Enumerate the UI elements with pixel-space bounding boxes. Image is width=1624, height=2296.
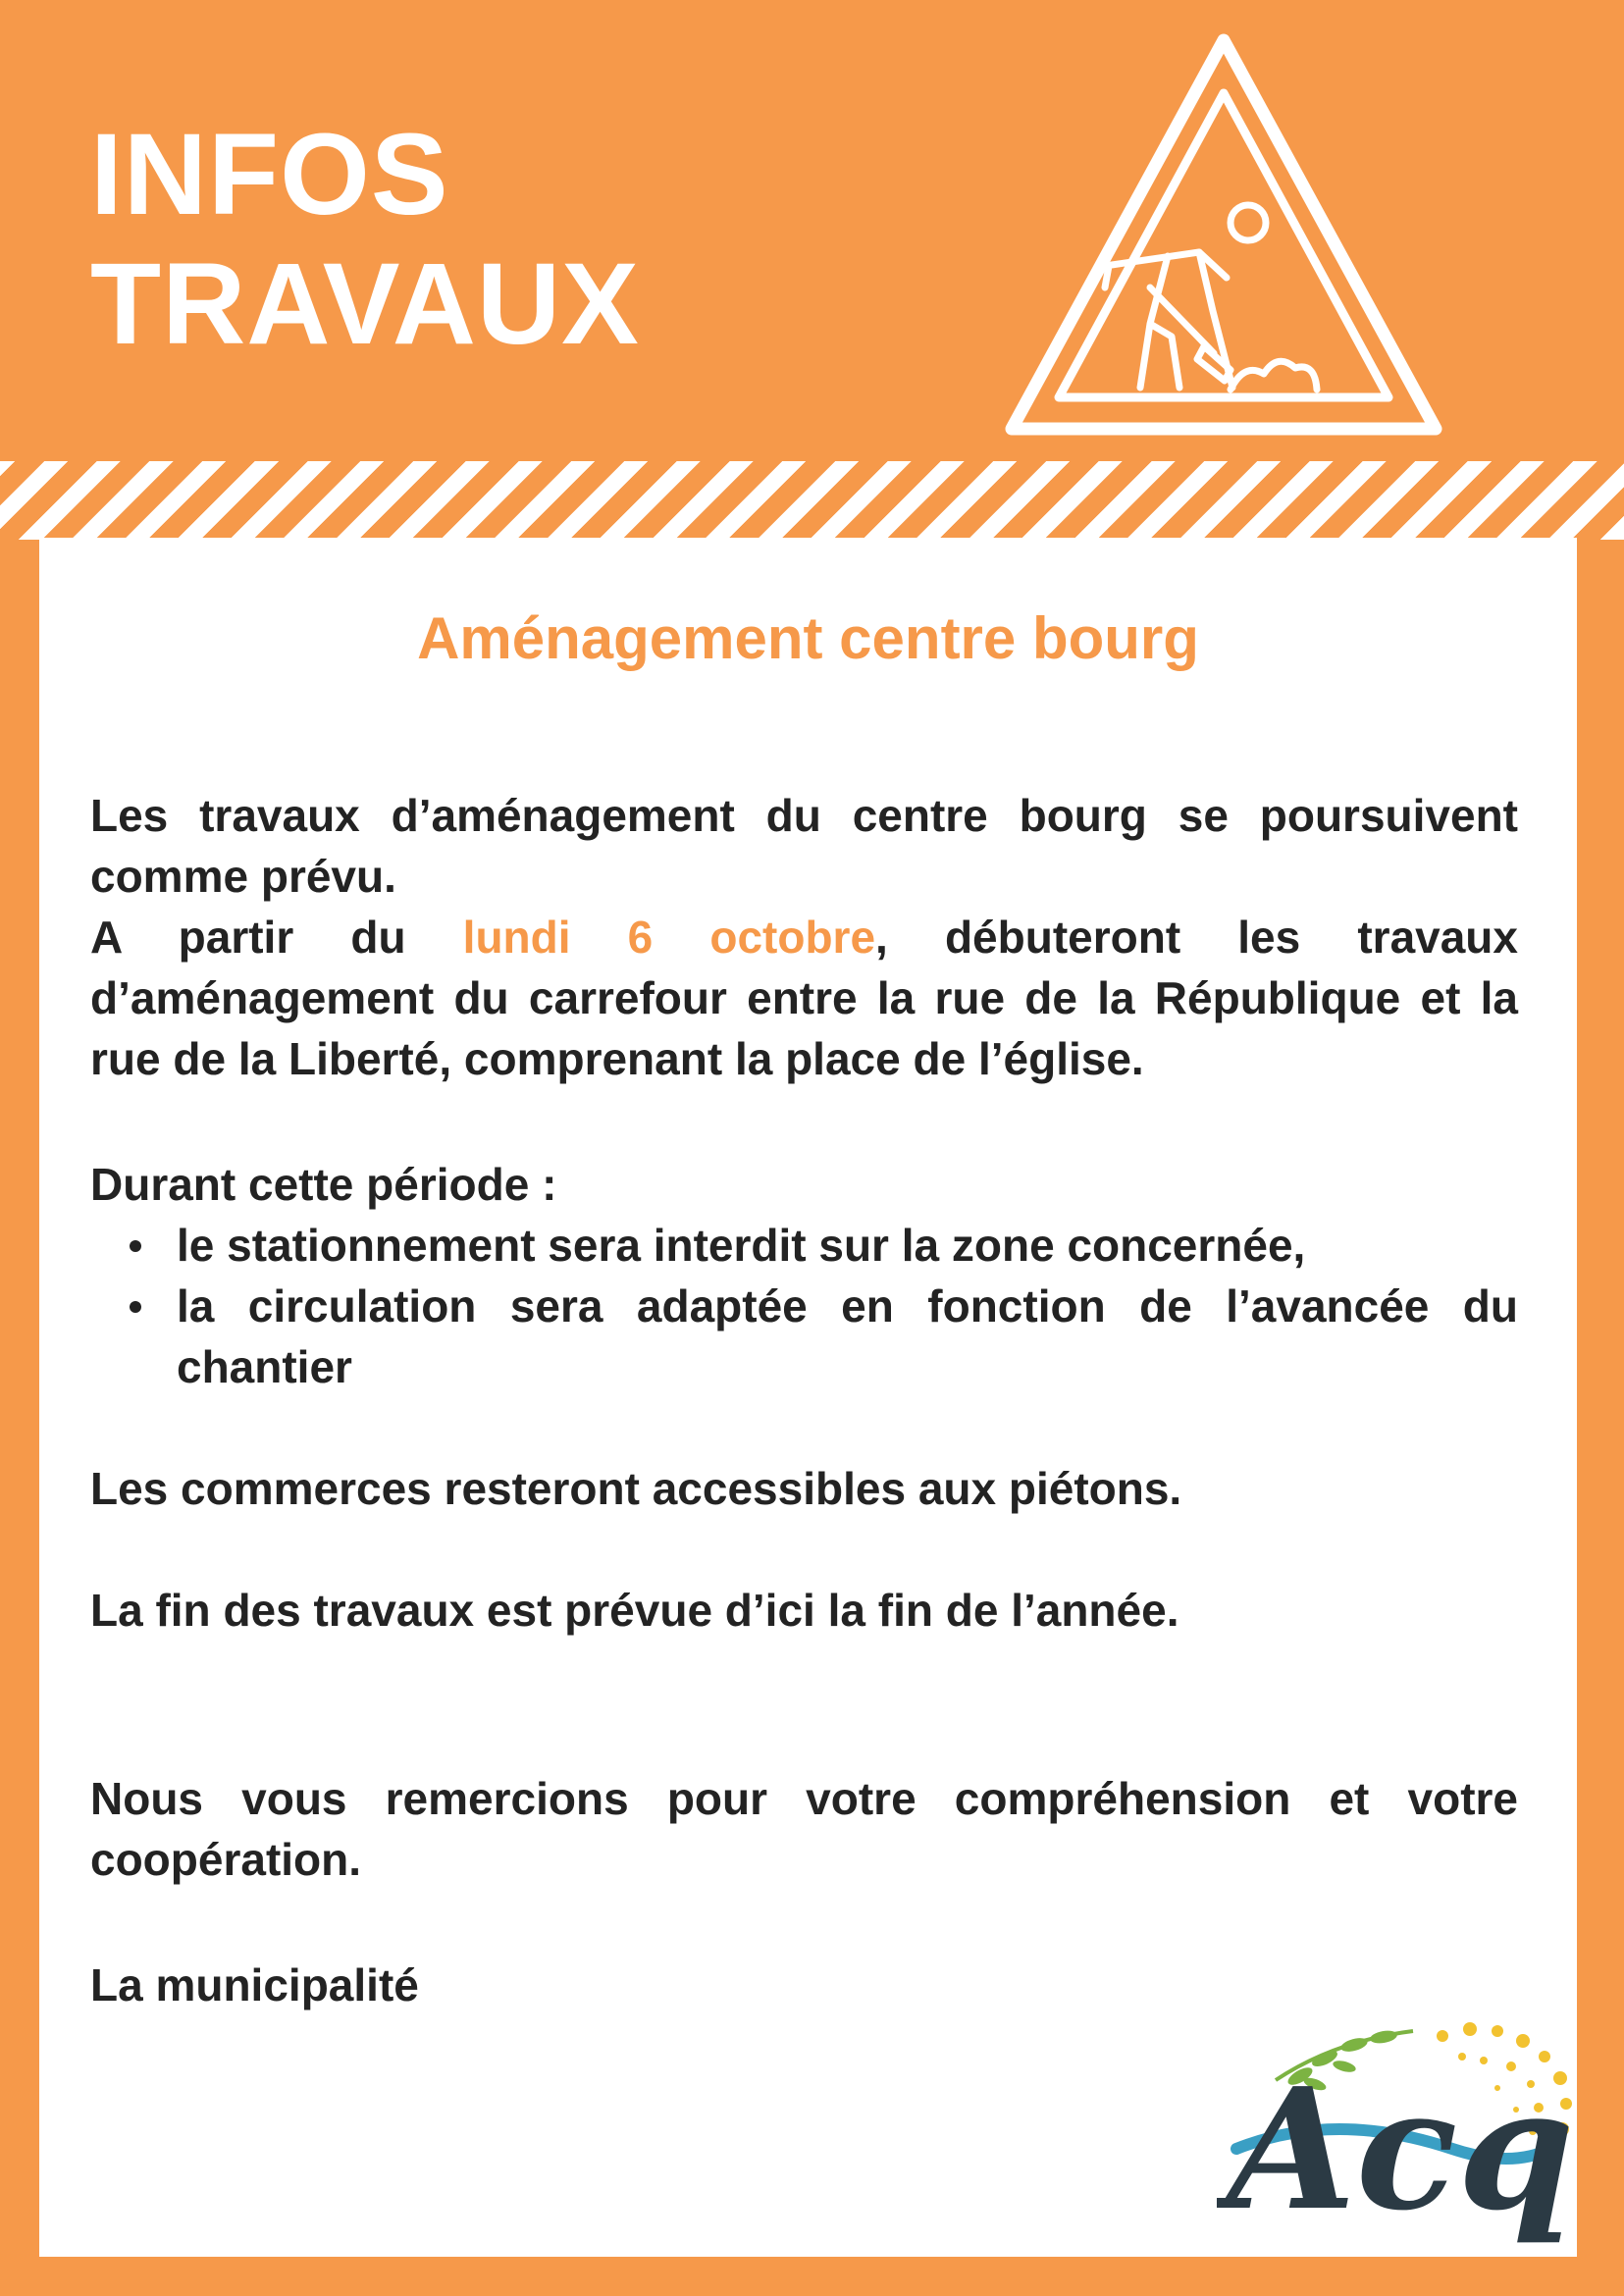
list-item: le stationnement sera interdit sur la zone concernée, — [90, 1215, 1518, 1276]
start-paragraph — [90, 907, 1518, 1089]
notice-body — [90, 785, 1518, 2015]
logo-text: Acq — [1227, 2052, 1575, 2248]
municipality-logo — [1217, 2002, 1590, 2267]
restrictions-list — [90, 1215, 1518, 1397]
title-line-travaux: TRAVAUX — [90, 239, 640, 369]
end-paragraph: La fin des travaux est prévue d’ici la fin de l’année. — [90, 1585, 1179, 1636]
roadwork-warning-icon — [1003, 25, 1444, 442]
signature: La municipalité — [90, 1959, 419, 2010]
start-prefix: A partir du — [90, 912, 463, 963]
notice-subtitle: Aménagement centre bourg — [417, 605, 1199, 671]
start-date: lundi 6 octobre — [462, 912, 876, 963]
notice-panel — [39, 538, 1577, 2257]
shops-paragraph: Les commerces resteront accessibles aux piétons. — [90, 1463, 1182, 1514]
hazard-stripes — [0, 461, 1624, 540]
page-title — [90, 110, 640, 369]
title-line-infos: INFOS — [90, 110, 449, 239]
period-heading: Durant cette période : — [90, 1159, 557, 1210]
intro-paragraph: Les travaux d’aménagement du centre bourg se poursuivent comme prévu. — [90, 790, 1518, 902]
thanks-paragraph: Nous vous remercions pour votre compréhension et votre coopération. — [90, 1773, 1518, 1885]
list-item: la circulation sera adaptée en fonction de l’avancée du chantier — [90, 1276, 1518, 1397]
start-suffix: , débuteront les travaux d’aménagement du carrefour entre la rue de la République et la rue de la Liberté, comprenant la place de l’église. — [90, 912, 1518, 1084]
